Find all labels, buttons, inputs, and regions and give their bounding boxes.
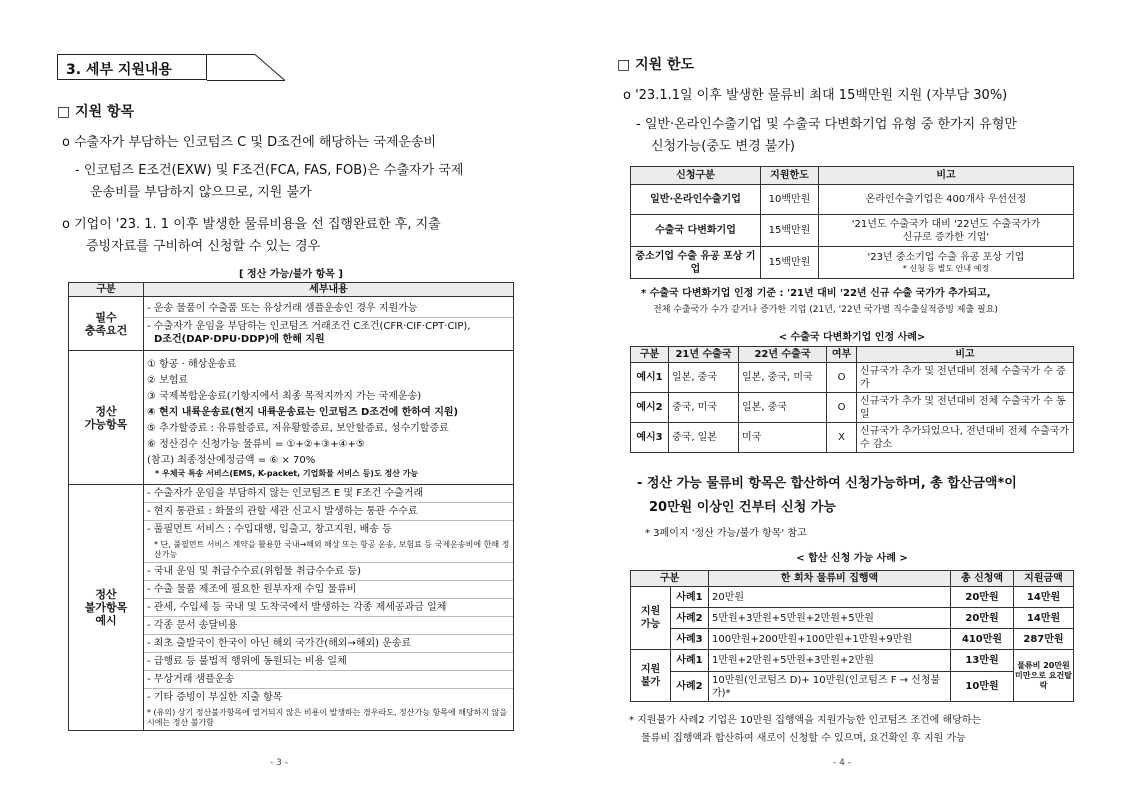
sum-support: 287만원 xyxy=(1014,629,1074,650)
case-2021: 중국, 미국 xyxy=(669,393,739,423)
limit-type: 수출국 다변화기업 xyxy=(631,215,761,247)
header-col: 22년 수출국 xyxy=(739,347,827,363)
case-2022: 미국 xyxy=(739,423,827,453)
detail-line: ⑤ 추가할증료 : 유류할증료, 저유황할증료, 보안할증료, 성수기할증료 xyxy=(147,422,449,434)
ineligible-details xyxy=(144,485,514,731)
sum-row xyxy=(631,629,1074,650)
bullet-type-line1: - 일반·온라인수출기업 및 수출국 다변화기업 유형 중 한가지 유형만 xyxy=(636,117,1017,132)
sum-name: 사례1 xyxy=(671,650,709,672)
limit-row xyxy=(631,215,1074,247)
detail-note: * 단, 풀필먼트 서비스 계약을 활용한 국내→해외 해상 또는 항공 운송, 보험료 등 국제운송비에 한해 정산가능 xyxy=(144,538,513,563)
limit-table xyxy=(630,166,1074,279)
detail-line: - 기타 증빙이 부실한 지출 항목 xyxy=(147,692,283,703)
label-line: 필수 xyxy=(95,310,117,324)
table-row-ineligible xyxy=(69,485,514,731)
case-row xyxy=(631,423,1074,453)
label-line: 가능항목 xyxy=(84,417,128,431)
label-line: 정산 xyxy=(95,588,117,601)
case-name: 예시3 xyxy=(631,423,669,453)
header-col: 총 신청액 xyxy=(951,571,1014,587)
bullet-eligible-line1: o 기업이 '23. 1. 1 이후 발생한 물류비용을 선 집행완료한 후, 지출 xyxy=(62,217,441,232)
sum-total: 13만원 xyxy=(951,650,1014,672)
case-result: O xyxy=(827,363,857,393)
note-line: * 수출국 다변화기업 인정 기준 : '21년 대비 '22년 신규 수출 국가가 추가되고, xyxy=(641,288,991,299)
eligible-details xyxy=(144,351,514,485)
limit-row xyxy=(631,247,1074,279)
header-type: 신청구분 xyxy=(631,167,761,185)
detail-line: ⑥ 정산검수 신청가능 물류비 = ①+②+③+④+⑤ xyxy=(147,438,365,450)
case-2022: 일본, 중국, 미국 xyxy=(739,363,827,393)
case-name: 예시1 xyxy=(631,363,669,393)
header-col: 지원금액 xyxy=(1014,571,1074,587)
footnote xyxy=(629,712,1109,748)
case-table xyxy=(630,346,1074,453)
group-eligible xyxy=(631,587,671,650)
detail-line: - 풀필먼트 서비스 : 수입대행, 입출고, 창고지원, 배송 등 xyxy=(147,524,392,535)
bullet-sum-line2: 20만원 이상인 건부터 신청 가능 xyxy=(649,500,836,515)
sum-total: 20만원 xyxy=(951,587,1014,608)
limit-type: 중소기업 수출 유공 포상 기업 xyxy=(631,247,761,279)
detail-line: - 현지 통관료 : 화물의 관할 세관 신고시 발생하는 통관 수수료 xyxy=(144,503,513,521)
section-title-text: 3. 세부 지원내용 xyxy=(66,62,172,78)
case-note: 신규국가 추가 및 전년대비 전체 수출국가 수 동일 xyxy=(857,393,1074,423)
sum-total: 10만원 xyxy=(951,672,1014,702)
table-row-eligible xyxy=(69,351,514,485)
detail-line: - 무상거래 샘플운송 xyxy=(144,671,513,689)
bullet-incoterms-line2: 운송비를 부담하지 않으므로, 지원 불가 xyxy=(90,185,312,200)
bullet-incoterms-line1: - 인코텀즈 E조건(EXW) 및 F조건(FCA, FAS, FOB)은 수출자가 국제 xyxy=(75,163,464,178)
note-line: 신규로 증가한 기업' xyxy=(902,231,990,243)
detail-line: ③ 국제복합운송료(기항지에서 최종 목적지까지 가는 국제운송) xyxy=(147,390,422,402)
limit-amount: 10백만원 xyxy=(761,185,819,215)
header-category: 구분 xyxy=(69,283,144,297)
limit-note xyxy=(819,185,1074,215)
sum-row xyxy=(631,672,1074,702)
sum-detail: 20만원 xyxy=(709,587,951,608)
case-table-caption: < 수출국 다변화기업 인정 사례> xyxy=(778,332,926,343)
label-eligible xyxy=(69,351,144,485)
header-col: 구분 xyxy=(631,347,669,363)
sum-row xyxy=(631,608,1074,629)
bullet-intl-freight: o 수출자가 부담하는 인코텀즈 C 및 D조건에 해당하는 국제운송비 xyxy=(62,135,437,150)
sum-name: 사례2 xyxy=(671,608,709,629)
sum-detail: 1만원+2만원+5만원+3만원+2만원 xyxy=(709,650,951,672)
detail-line: - 운송 물품이 수출품 또는 유상거래 샘플운송인 경우 지원가능 xyxy=(144,300,513,318)
section-title-tab-shape xyxy=(207,54,287,81)
sum-detail: 5만원+3만원+5만원+2만원+5만원 xyxy=(709,608,951,629)
sum-name: 사례3 xyxy=(671,629,709,650)
page-4 xyxy=(561,0,1123,793)
sum-support: 14만원 xyxy=(1014,587,1074,608)
header-col: 비고 xyxy=(857,347,1074,363)
table-header-row xyxy=(69,283,514,297)
case-2022: 일본, 중국 xyxy=(739,393,827,423)
header-detail: 세부내용 xyxy=(144,283,514,297)
label-line: 정산 xyxy=(95,404,117,418)
diversification-note xyxy=(641,286,1111,318)
label-line: 예시 xyxy=(95,614,117,627)
page-number: - 4 - xyxy=(833,758,851,768)
label-required xyxy=(69,297,144,351)
label-line: 충족요건 xyxy=(84,323,128,337)
note-line: '21년도 수출국가 대비 '22년도 수출국가가 xyxy=(851,218,1041,230)
header-col: 구분 xyxy=(631,571,709,587)
note-line: 온라인수출기업은 400개사 우선선정 xyxy=(865,194,1027,205)
case-2021: 중국, 일본 xyxy=(669,423,739,453)
sum-header-row xyxy=(631,571,1074,587)
limit-row xyxy=(631,185,1074,215)
sum-detail: 100만원+200만원+100만원+1만원+9만원 xyxy=(709,629,951,650)
limit-amount: 15백만원 xyxy=(761,215,819,247)
section-title xyxy=(57,54,207,80)
detail-note: * 우체국 특송 서비스(EMS, K-packet, 기업화물 서비스 등)도 정산 가능 xyxy=(155,468,419,478)
sum-detail: 10만원(인코텀즈 D)+ 10만원(인코텀즈 F → 신청불가)* xyxy=(709,672,951,702)
group-line: 지원 xyxy=(640,606,661,617)
case-result: O xyxy=(827,393,857,423)
detail-line: ④ 현지 내륙운송료(현지 내륙운송료는 인코텀즈 D조건에 한하여 지원) xyxy=(147,406,459,418)
footnote-line: * 지원불가 사례2 기업은 10만원 집행액을 지원가능한 인코텀즈 조건에 해당하는 xyxy=(629,715,982,726)
group-line: 가능 xyxy=(640,619,661,630)
note-line: * 신청 등 별도 안내 예정 xyxy=(902,264,990,273)
page-3 xyxy=(0,0,561,793)
case-name: 예시2 xyxy=(631,393,669,423)
required-details xyxy=(144,297,514,351)
case-result: X xyxy=(827,423,857,453)
group-line: 불가 xyxy=(640,676,661,688)
case-row xyxy=(631,363,1074,393)
sum-name: 사례1 xyxy=(671,587,709,608)
limit-note xyxy=(819,247,1074,279)
bullet-eligible-line2: 증빙자료를 구비하여 신청할 수 있는 경우 xyxy=(86,239,321,254)
label-line: 불가항목 xyxy=(84,601,128,614)
bullet-type-line2: 신청가능(중도 변경 불가) xyxy=(651,139,795,154)
limit-type: 일반·온라인수출기업 xyxy=(631,185,761,215)
detail-line: (참고) 최종정산예정금액 = ⑥ × 70% xyxy=(147,454,316,466)
case-2021: 일본, 중국 xyxy=(669,363,739,393)
sum-support: 14만원 xyxy=(1014,608,1074,629)
bullet-sum-note: * 3페이지 '정산 가능/불가 항목' 참고 xyxy=(645,528,807,539)
header-limit: 지원한도 xyxy=(761,167,819,185)
detail-line: - 관세, 수입세 등 국내 및 도착국에서 발생하는 각종 제세공과금 일체 xyxy=(144,599,513,617)
settlement-table-caption: [ 정산 가능/불가 항목 ] xyxy=(239,269,343,280)
page-number: - 3 - xyxy=(270,758,288,768)
footnote-line: 물류비 집행액과 합산하여 새로이 신청할 수 있으며, 요건확인 후 지원 가능 xyxy=(641,733,966,744)
sum-total: 410만원 xyxy=(951,629,1014,650)
sum-row xyxy=(631,650,1074,672)
header-col: 21년 수출국 xyxy=(669,347,739,363)
detail-line: - 수출 물품 제조에 필요한 원부자재 수입 물류비 xyxy=(144,581,513,599)
limit-header-row xyxy=(631,167,1074,185)
detail-line: - 최초 출발국이 한국이 아닌 해외 국가간(해외→해외) 운송료 xyxy=(144,635,513,653)
case-header-row xyxy=(631,347,1074,363)
bullet-max-support: o '23.1.1일 이후 발생한 물류비 최대 15백만원 지원 (자부담 30%) xyxy=(623,88,1008,103)
sum-name: 사례2 xyxy=(671,672,709,702)
detail-line: D조건(DAP·DPU·DDP)에 한해 지원 xyxy=(154,333,325,345)
detail-note: * (유의) 상기 정산불가항목에 열거되지 않은 비용이 발생하는 경우라도, 정산가능 항목에 해당하지 않을 시에는 정산 불가함 xyxy=(147,708,508,727)
case-note: 신규국가 추가되었으나, 전년대비 전체 수출국가수 감소 xyxy=(857,423,1074,453)
limit-note xyxy=(819,215,1074,247)
limit-amount: 15백만원 xyxy=(761,247,819,279)
sum-support: 물류비 20만원 미만으로 요건탈락 xyxy=(1014,650,1074,702)
sum-row xyxy=(631,587,1074,608)
case-row xyxy=(631,393,1074,423)
sum-table-caption: < 합산 신청 가능 사례 > xyxy=(796,553,908,564)
detail-line: - 급행료 등 불법적 행위에 동원되는 비용 일체 xyxy=(144,653,513,671)
sum-table xyxy=(630,570,1074,702)
settlement-table xyxy=(68,282,514,731)
header-col: 여부 xyxy=(827,347,857,363)
detail-line: - 수출자가 운임을 부담하는 인코텀즈 거래조건 C조건(CFR·CIF·CPT·CIP), xyxy=(147,320,471,332)
sum-total: 20만원 xyxy=(951,608,1014,629)
detail-line: ① 항공 · 해상운송료 xyxy=(147,358,237,370)
group-ineligible xyxy=(631,650,671,702)
note-line: 전체 수출국가 수가 같거나 증가한 기업 (21년, '22년 국가별 직수출실적증빙 제출 필요) xyxy=(653,305,998,315)
heading-support-items: □ 지원 항목 xyxy=(57,104,135,120)
note-line: '23년 중소기업 수출 유공 포상 기업 xyxy=(867,252,1025,263)
detail-line: - 국내 운임 및 취급수수료(위험물 취급수수료 등) xyxy=(144,563,513,581)
detail-line: ② 보험료 xyxy=(147,374,189,386)
heading-support-limit: □ 지원 한도 xyxy=(617,57,695,73)
group-line: 지원 xyxy=(640,663,661,675)
label-ineligible xyxy=(69,485,144,731)
detail-line: - 각종 문서 송달비용 xyxy=(144,617,513,635)
header-note: 비고 xyxy=(819,167,1074,185)
detail-line: - 수출자가 운임을 부담하지 않는 인코텀즈 E 및 F조건 수출거래 xyxy=(144,485,513,503)
case-note: 신규국가 추가 및 전년대비 전체 수출국가 수 증가 xyxy=(857,363,1074,393)
header-col: 한 회차 물류비 집행액 xyxy=(709,571,951,587)
bullet-sum-line1: - 정산 가능 물류비 항목은 합산하여 신청가능하며, 총 합산금액*이 xyxy=(637,476,1017,491)
table-row-required xyxy=(69,297,514,351)
